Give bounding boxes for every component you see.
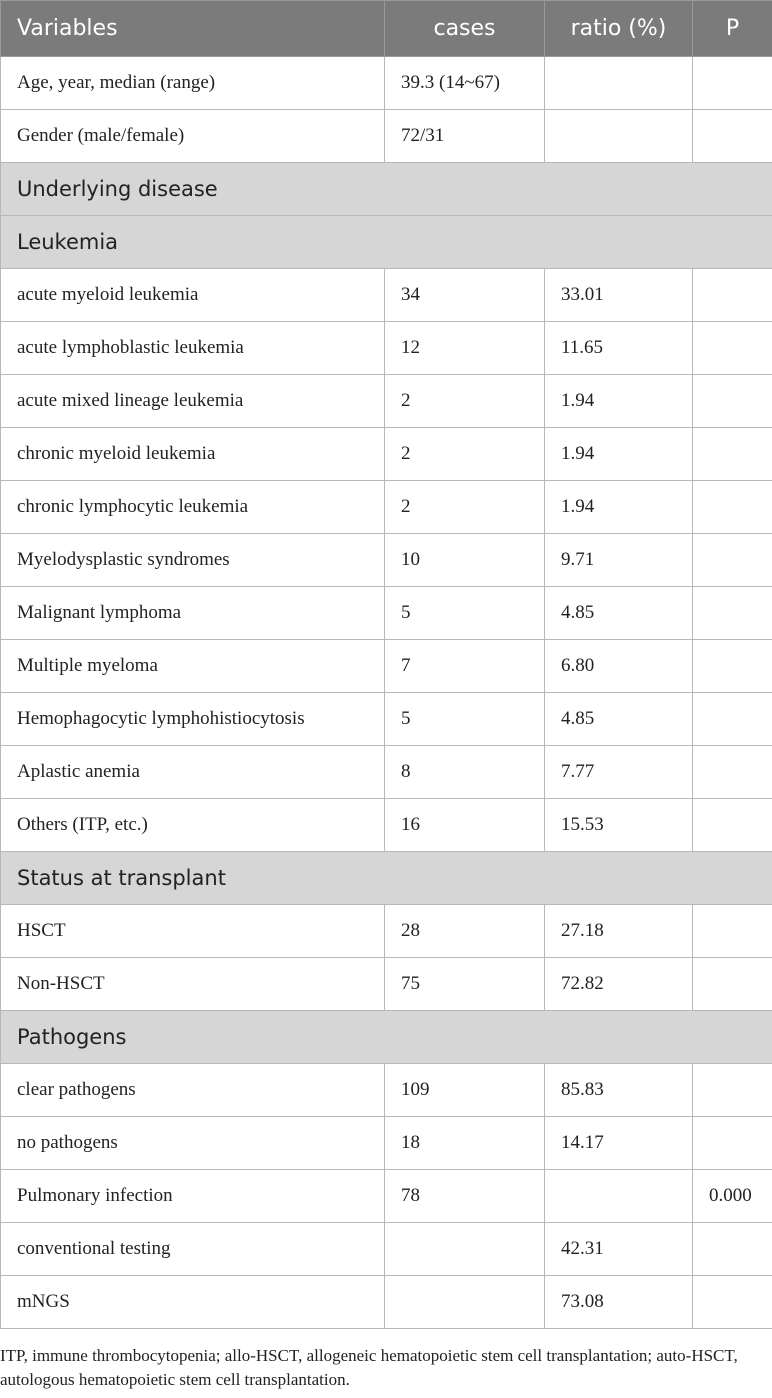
row-label: acute myeloid leukemia — [1, 269, 385, 322]
table-row — [1, 375, 772, 428]
table-row — [1, 428, 772, 481]
ratio-cell: 1.94 — [545, 428, 693, 481]
cases-cell: 75 — [385, 958, 545, 1011]
table-row — [1, 1117, 772, 1170]
table-row — [1, 1170, 772, 1223]
row-label: Others (ITP, etc.) — [1, 799, 385, 852]
table-header — [1, 1, 772, 57]
p-value-cell — [693, 640, 772, 693]
table-row — [1, 534, 772, 587]
section-row — [1, 1011, 772, 1064]
header-ratio: ratio (%) — [545, 1, 693, 57]
cases-cell: 72/31 — [385, 110, 545, 163]
p-value-cell — [693, 746, 772, 799]
row-label: Non-HSCT — [1, 958, 385, 1011]
cases-cell: 16 — [385, 799, 545, 852]
row-label: Gender (male/female) — [1, 110, 385, 163]
ratio-cell: 4.85 — [545, 587, 693, 640]
ratio-cell: 14.17 — [545, 1117, 693, 1170]
ratio-cell: 1.94 — [545, 481, 693, 534]
p-value-cell — [693, 905, 772, 958]
cases-cell: 8 — [385, 746, 545, 799]
row-label: Pulmonary infection — [1, 1170, 385, 1223]
ratio-cell: 73.08 — [545, 1276, 693, 1329]
cases-cell: 2 — [385, 375, 545, 428]
table-body — [1, 57, 772, 1329]
p-value-cell — [693, 534, 772, 587]
ratio-cell: 15.53 — [545, 799, 693, 852]
table-row — [1, 799, 772, 852]
section-title: Underlying disease — [1, 163, 772, 216]
cases-cell: 18 — [385, 1117, 545, 1170]
row-label: Age, year, median (range) — [1, 57, 385, 110]
cases-cell: 10 — [385, 534, 545, 587]
ratio-cell: 11.65 — [545, 322, 693, 375]
cases-cell: 34 — [385, 269, 545, 322]
header-p: P — [693, 1, 772, 57]
row-label: Hemophagocytic lymphohistiocytosis — [1, 693, 385, 746]
ratio-cell: 7.77 — [545, 746, 693, 799]
p-value-cell — [693, 428, 772, 481]
ratio-cell: 9.71 — [545, 534, 693, 587]
table-row — [1, 1223, 772, 1276]
p-value-cell — [693, 375, 772, 428]
row-label: no pathogens — [1, 1117, 385, 1170]
ratio-cell: 33.01 — [545, 269, 693, 322]
p-value-cell — [693, 1117, 772, 1170]
p-value-cell: 0.000 — [693, 1170, 772, 1223]
p-value-cell — [693, 587, 772, 640]
row-label: clear pathogens — [1, 1064, 385, 1117]
row-label: Aplastic anemia — [1, 746, 385, 799]
row-label: conventional testing — [1, 1223, 385, 1276]
p-value-cell — [693, 958, 772, 1011]
ratio-cell: 85.83 — [545, 1064, 693, 1117]
ratio-cell: 42.31 — [545, 1223, 693, 1276]
header-variables: Variables — [1, 1, 385, 57]
p-value-cell — [693, 269, 772, 322]
p-value-cell — [693, 1064, 772, 1117]
p-value-cell — [693, 693, 772, 746]
table-row — [1, 693, 772, 746]
ratio-cell — [545, 1170, 693, 1223]
cases-cell: 2 — [385, 428, 545, 481]
cases-cell: 39.3 (14~67) — [385, 57, 545, 110]
table-row — [1, 587, 772, 640]
section-title: Pathogens — [1, 1011, 772, 1064]
row-label: Multiple myeloma — [1, 640, 385, 693]
p-value-cell — [693, 481, 772, 534]
cases-cell: 12 — [385, 322, 545, 375]
cases-cell: 5 — [385, 693, 545, 746]
table-row — [1, 322, 772, 375]
row-label: chronic lymphocytic leukemia — [1, 481, 385, 534]
p-value-cell — [693, 322, 772, 375]
row-label: Myelodysplastic syndromes — [1, 534, 385, 587]
section-row — [1, 163, 772, 216]
p-value-cell — [693, 57, 772, 110]
section-title: Leukemia — [1, 216, 772, 269]
table-row — [1, 110, 772, 163]
cases-cell: 28 — [385, 905, 545, 958]
ratio-cell: 1.94 — [545, 375, 693, 428]
table-row — [1, 958, 772, 1011]
table-footnote: ITP, immune thrombocytopenia; allo-HSCT, allogeneic hematopoietic stem cell transplantation; auto-HSCT, autologous hematopoietic stem cell transplantation. — [0, 1346, 738, 1389]
row-label: chronic myeloid leukemia — [1, 428, 385, 481]
row-label: mNGS — [1, 1276, 385, 1329]
table-row — [1, 1276, 772, 1329]
table-row — [1, 1064, 772, 1117]
p-value-cell — [693, 799, 772, 852]
p-value-cell — [693, 110, 772, 163]
header-cases: cases — [385, 1, 545, 57]
table-row — [1, 640, 772, 693]
ratio-cell — [545, 110, 693, 163]
p-value-cell — [693, 1276, 772, 1329]
ratio-cell: 6.80 — [545, 640, 693, 693]
row-label: Malignant lymphoma — [1, 587, 385, 640]
table-row — [1, 269, 772, 322]
table-row — [1, 905, 772, 958]
ratio-cell: 27.18 — [545, 905, 693, 958]
table-row — [1, 481, 772, 534]
cases-cell: 78 — [385, 1170, 545, 1223]
cases-cell — [385, 1223, 545, 1276]
ratio-cell: 4.85 — [545, 693, 693, 746]
p-value-cell — [693, 1223, 772, 1276]
row-label: HSCT — [1, 905, 385, 958]
cases-cell: 2 — [385, 481, 545, 534]
section-row — [1, 852, 772, 905]
cases-cell: 109 — [385, 1064, 545, 1117]
table-row — [1, 746, 772, 799]
cases-cell: 5 — [385, 587, 545, 640]
cases-cell — [385, 1276, 545, 1329]
table-row — [1, 57, 772, 110]
row-label: acute lymphoblastic leukemia — [1, 322, 385, 375]
section-row — [1, 216, 772, 269]
header-row — [1, 1, 772, 57]
row-label: acute mixed lineage leukemia — [1, 375, 385, 428]
ratio-cell: 72.82 — [545, 958, 693, 1011]
cases-cell: 7 — [385, 640, 545, 693]
section-title: Status at transplant — [1, 852, 772, 905]
ratio-cell — [545, 57, 693, 110]
